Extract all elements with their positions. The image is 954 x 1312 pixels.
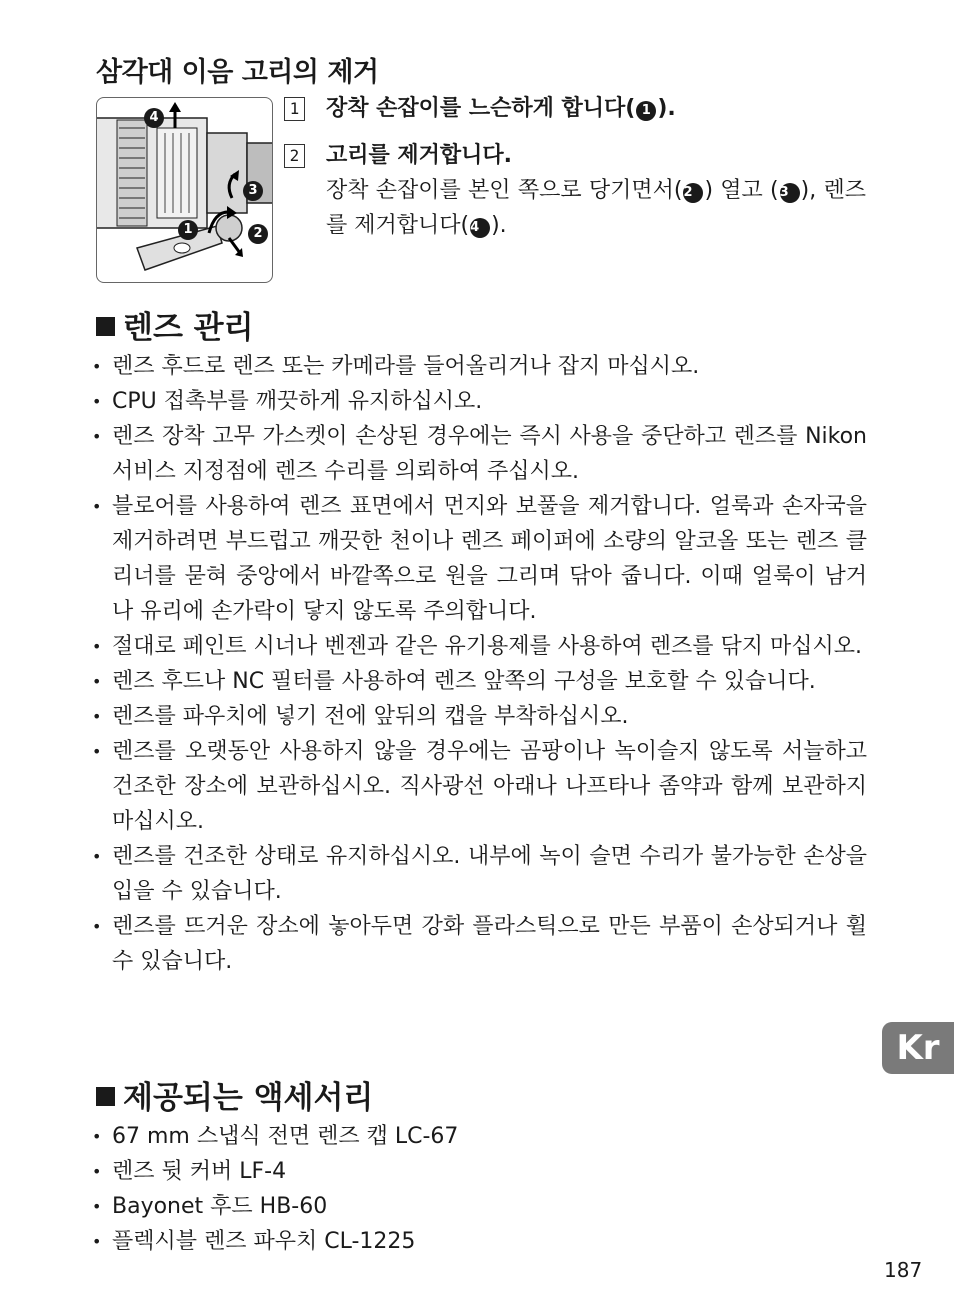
list-item: • 절대로 페인트 시너나 벤젠과 같은 유기용제를 사용하여 렌즈를 닦지 마십시오. (92, 629, 867, 664)
lens-care-list (92, 349, 867, 979)
list-item: • 렌즈 뒷 커버 LF-4 (92, 1154, 867, 1189)
list-item: • Bayonet 후드 HB-60 (92, 1189, 867, 1224)
callout-3-icon: 3 (243, 181, 263, 201)
language-tab: Kr (882, 1022, 954, 1074)
step-number: 2 (284, 144, 305, 168)
accessories-list (92, 1119, 867, 1259)
list-item: • 렌즈 장착 고무 가스켓이 손상된 경우에는 즉시 사용을 중단하고 렌즈를 Nikon 서비스 지정점에 렌즈 수리를 의뢰하여 주십시오. (92, 419, 867, 489)
list-item: • 렌즈를 오랫동안 사용하지 않을 경우에는 곰팡이나 녹이슬지 않도록 서늘하고 건조한 장소에 보관하십시오. 직사광선 아래나 나프타나 좀약과 함께 보관하지 마십시오. (92, 734, 867, 839)
step-title: 장착 손잡이를 느슨하게 합니다( 1 ). (326, 96, 676, 121)
lens-care-title: 렌즈 관리 (96, 302, 254, 347)
callout-2-icon: 2 (248, 224, 268, 244)
list-item: • 렌즈 후드로 렌즈 또는 카메라를 들어올리거나 잡지 마십시오. (92, 349, 867, 384)
list-item: • 렌즈를 뜨거운 장소에 놓아두면 강화 플라스틱으로 만든 부품이 손상되거나 휠 수 있습니다. (92, 909, 867, 979)
callout-3-icon: 3 (780, 183, 800, 203)
list-item: • 67 mm 스냅식 전면 렌즈 캡 LC-67 (92, 1119, 867, 1154)
step-title: 고리를 제거합니다. (326, 143, 513, 168)
step-description: 장착 손잡이를 본인 쪽으로 당기면서(2 ) 열고 (3 ), 렌즈를 제거합니다(4 ). (326, 178, 866, 238)
lens-tripod-illustration (96, 97, 273, 283)
callout-1-icon: 1 (636, 101, 656, 121)
page-number: 187 (884, 1258, 923, 1282)
tripod-section-title: 삼각대 이음 고리의 제거 (96, 57, 379, 88)
callout-1-icon: 1 (178, 220, 198, 240)
list-item: • 렌즈를 건조한 상태로 유지하십시오. 내부에 녹이 슬면 수리가 불가능한 손상을 입을 수 있습니다. (92, 839, 867, 909)
list-item: • 플렉시블 렌즈 파우치 CL-1225 (92, 1224, 867, 1259)
callout-2-icon: 2 (683, 183, 703, 203)
square-bullet-icon (96, 1087, 115, 1106)
callout-4-icon: 4 (144, 108, 164, 128)
square-bullet-icon (96, 317, 115, 336)
step-number: 1 (284, 97, 305, 121)
list-item: • 렌즈를 파우치에 넣기 전에 앞뒤의 캡을 부착하십시오. (92, 699, 867, 734)
accessories-title: 제공되는 액세서리 (96, 1072, 373, 1117)
list-item: • 블로어를 사용하여 렌즈 표면에서 먼지와 보풀을 제거합니다. 얼룩과 손자국을 제거하려면 부드럽고 깨끗한 천이나 렌즈 페이퍼에 소량의 알코올 또는 렌즈 클리너를 묻혀 중앙에서 바깥쪽으로 원을 그리며 닦아 줍니다. 이때 얼룩이 남거나 유리에 손가락이 닿지 않도록 주의합니다. (92, 489, 867, 629)
list-item: • CPU 접촉부를 깨끗하게 유지하십시오. (92, 384, 867, 419)
callout-4-icon: 4 (470, 218, 490, 238)
list-item: • 렌즈 후드나 NC 필터를 사용하여 렌즈 앞쪽의 구성을 보호할 수 있습니다. (92, 664, 867, 699)
